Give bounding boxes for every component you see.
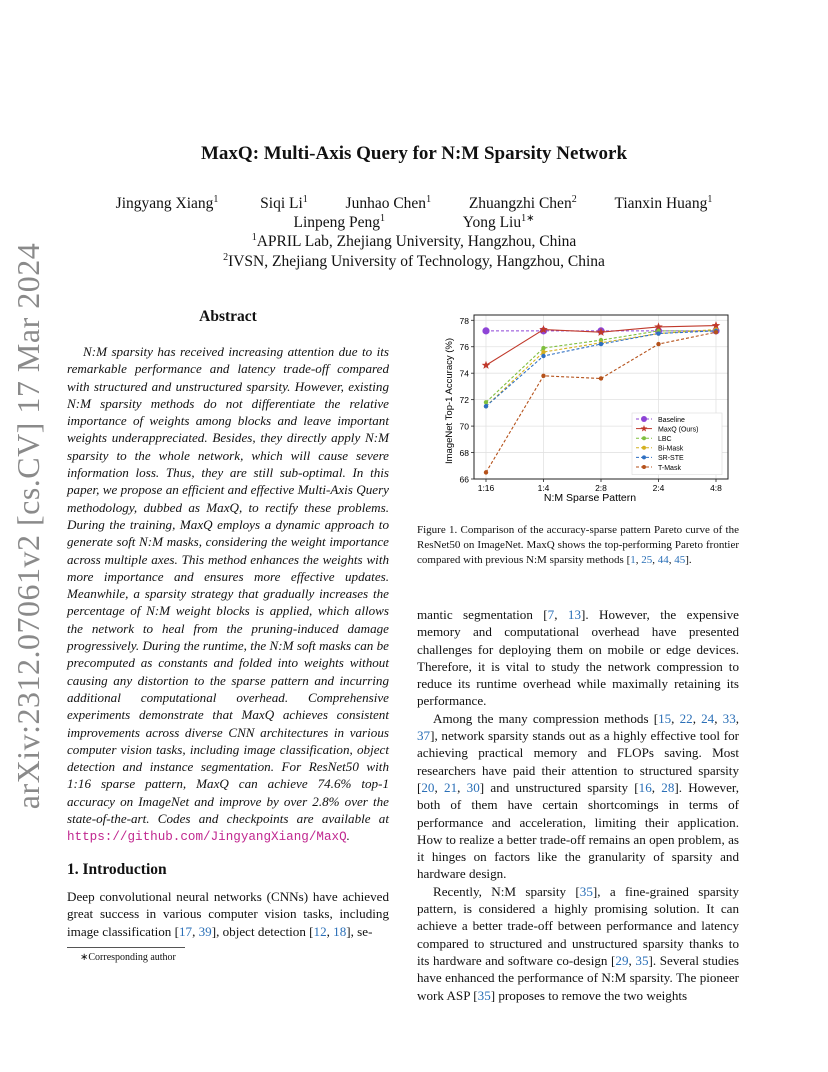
data-point — [484, 400, 488, 404]
paragraph: Among the many compression methods [15, 22, 24, 33, 37], network sparsity stands out as a highly effective tool for achieving practical memory and FLOPs saving. Most researchers have paid their attention to structured sparsity [20, 21, 30] and unstructured sparsity [16, 28]. However, both of them have certain shortcomings in terms of performance and acceleration, limiting their application. How to realize a better trade-off remains an open problem, as it hinges on factors like the granularity of sparsity and hardware design. — [417, 710, 740, 882]
intro-heading: 1. Introduction — [67, 861, 167, 878]
citation-link[interactable]: 18 — [333, 923, 347, 939]
citation-link[interactable]: 35 — [635, 952, 649, 968]
data-point — [714, 330, 718, 334]
intro-paragraph: Deep convolutional neural networks (CNNs) have achieved great success in various computer vision tasks, including image classification [17, 39], object detection [12, 18], se- — [67, 889, 389, 939]
author: Tianxin Huang$^1$ — [614, 193, 713, 212]
y-tick-label: 70 — [459, 421, 469, 432]
citation-link[interactable]: 35 — [477, 987, 491, 1003]
legend-marker — [642, 465, 646, 469]
affiliation-1: $^1$APRIL Lab, Zhejiang University, Hangzhou, China — [251, 231, 577, 250]
code-link[interactable]: https://github.com/JingyangXiang/MaxQ — [67, 830, 347, 845]
author: Siqi Li$^1$ — [260, 193, 308, 212]
legend-marker — [642, 455, 646, 459]
citation-link[interactable]: 16 — [638, 779, 652, 795]
citation-link[interactable]: 17 — [178, 923, 193, 939]
legend-marker — [642, 446, 646, 450]
legend-marker — [642, 436, 646, 440]
legend-marker — [641, 416, 647, 422]
citation-link[interactable]: 12 — [313, 923, 327, 939]
citation-link[interactable]: 22 — [679, 710, 693, 726]
accuracy-chart — [438, 309, 738, 505]
citation-link[interactable]: 1 — [630, 554, 636, 566]
author: Zhuangzhi Chen$^2$ — [468, 193, 577, 212]
citation-link[interactable]: 30 — [466, 779, 480, 795]
author: Junhao Chen$^1$ — [345, 193, 432, 212]
x-tick-label: 1:16 — [477, 483, 495, 493]
data-point — [484, 470, 488, 474]
y-axis-label: ImageNet Top-1 Accuracy (%) — [444, 337, 455, 465]
author-line-1 — [0, 195, 828, 213]
data-point — [599, 376, 603, 380]
y-tick-label: 76 — [459, 342, 469, 353]
footnote-rule — [67, 947, 185, 948]
abstract-body: N:M sparsity has received increasing attention due to its remarkable performance and latency trade-off compared with structured and unstructured sparsity. However, existing N:M sparsity methods do not differentiate the relative importance of weights among blocks and leave important weights underappreciated. Besides, they directly apply N:M sparsity to the whole network, which will cause severe information loss. Thus, they are still sub-optimal. In this paper, we propose an efficient and effective Multi-Axis Query methodology, dubbed as MaxQ, to rectify these problems. During the training, MaxQ employs a dynamic approach to generate soft N:M masks, considering the weight importance across multiple axes. This method enhances the weights with more importance and ensures more effective updates. Meanwhile, a sparsity strategy that gradually increases the percentage of N:M weight blocks is applied, which allows the network to heal from the pruning-induced damage progressively. During the runtime, the N:M soft masks can be precomputed as constants and folded into weights without causing any distortion to the sparse pattern and incurring additional computational overhead. Comprehensive experiments demonstrate that MaxQ achieves consistent improvements across diverse CNN architectures in various computer vision tasks, including image classification, object detection and instance segmentation. For ResNet50 with 1:16 sparse pattern, MaxQ can achieve 74.6% top-1 accuracy on ImageNet and improve by over 2.8% over the state-of-the-art. Codes and checkpoints are available at https://github.com/JingyangXiang/MaxQ. — [67, 344, 389, 845]
y-tick-label: 78 — [459, 315, 469, 326]
author: Yong Liu$^{1∗}$ — [462, 212, 535, 231]
y-tick-label: 72 — [459, 395, 469, 406]
citation-link[interactable]: 21 — [444, 779, 458, 795]
x-axis-label: N:M Sparse Pattern — [543, 492, 637, 504]
x-tick-label: 1:4 — [537, 483, 550, 493]
citation-link[interactable]: 15 — [658, 710, 672, 726]
data-point — [656, 331, 660, 335]
data-point — [541, 346, 545, 350]
paragraph: Recently, N:M sparsity [35], a fine-grained sparsity pattern, is considered a highly promising solution. It can achieve a better trade-off between performance and latency compared to structured and unstructured sparsity thanks to its hardware and software co-design [29, 35]. Several studies have enhanced the performance of N:M sparsity. The pioneer work ASP [35] proposes to remove the two weights — [417, 883, 739, 1003]
data-point — [541, 354, 545, 358]
citation-link[interactable]: 25 — [641, 554, 653, 566]
citation-link[interactable]: 37 — [417, 728, 431, 744]
arxiv-stamp: arXiv:2312.07061v2 [cs.CV] 17 Mar 2024 — [10, 242, 46, 810]
paper-title: MaxQ: Multi-Axis Query for N:M Sparsity Network — [200, 143, 628, 164]
citation-link[interactable]: 13 — [567, 607, 581, 622]
paragraph: mantic segmentation [7, 13]. However, the expensive memory and computational overhead have presented challenges for deploying them on mobile or edge devices. Therefore, it is vital to study the network compression to reduce its runtime overhead while maximally retaining its performance. — [417, 607, 739, 709]
legend-label: LBC — [658, 436, 672, 443]
citation-link[interactable]: 35 — [579, 883, 593, 899]
author-line-2 — [0, 214, 828, 232]
footnote: ∗Corresponding author — [80, 952, 176, 963]
citation-link[interactable]: 20 — [421, 779, 435, 795]
y-tick-label: 66 — [459, 474, 469, 485]
author: Linpeng Peng$^1$ — [293, 212, 386, 231]
citation-link[interactable]: 44 — [657, 554, 669, 566]
legend-label: MaxQ (Ours) — [658, 426, 699, 434]
citation-link[interactable]: 33 — [722, 710, 736, 726]
data-point — [541, 350, 545, 354]
citation-link[interactable]: 39 — [198, 923, 212, 939]
x-tick-label: 4:8 — [710, 483, 722, 493]
data-point — [541, 374, 545, 378]
x-tick-label: 2:4 — [652, 483, 665, 493]
data-point — [482, 327, 489, 334]
legend-label: SR-STE — [658, 455, 684, 463]
citation-link[interactable]: 29 — [615, 952, 629, 968]
y-tick-label: 74 — [459, 368, 469, 379]
right-column-text — [417, 606, 739, 1004]
citation-link[interactable]: 24 — [701, 710, 715, 726]
legend-label: Baseline — [658, 416, 685, 424]
data-point — [656, 342, 660, 346]
abstract-heading: Abstract — [199, 308, 257, 325]
legend-label: Bi-Mask — [658, 445, 684, 453]
affiliation-2: $^2$IVSN, Zhejiang University of Technology, Hangzhou, China — [223, 251, 605, 270]
y-tick-label: 68 — [459, 448, 469, 459]
data-point — [599, 342, 603, 346]
citation-link[interactable]: 28 — [661, 779, 675, 795]
x-tick-label: 2:8 — [595, 483, 607, 493]
citation-link[interactable]: 7 — [547, 607, 555, 622]
figure-caption: Figure 1. Comparison of the accuracy-sparse pattern Pareto curve of the ResNet50 on ImageNet. MaxQ shows the top-performing Pareto frontier compared with previous N:M sparsity methods [1, 25, 44, 45]. — [417, 524, 739, 566]
legend-label: T-Mask — [658, 464, 681, 472]
citation-link[interactable]: 45 — [674, 554, 686, 566]
data-point — [484, 404, 488, 408]
author: Jingyang Xiang$^1$ — [115, 193, 219, 212]
